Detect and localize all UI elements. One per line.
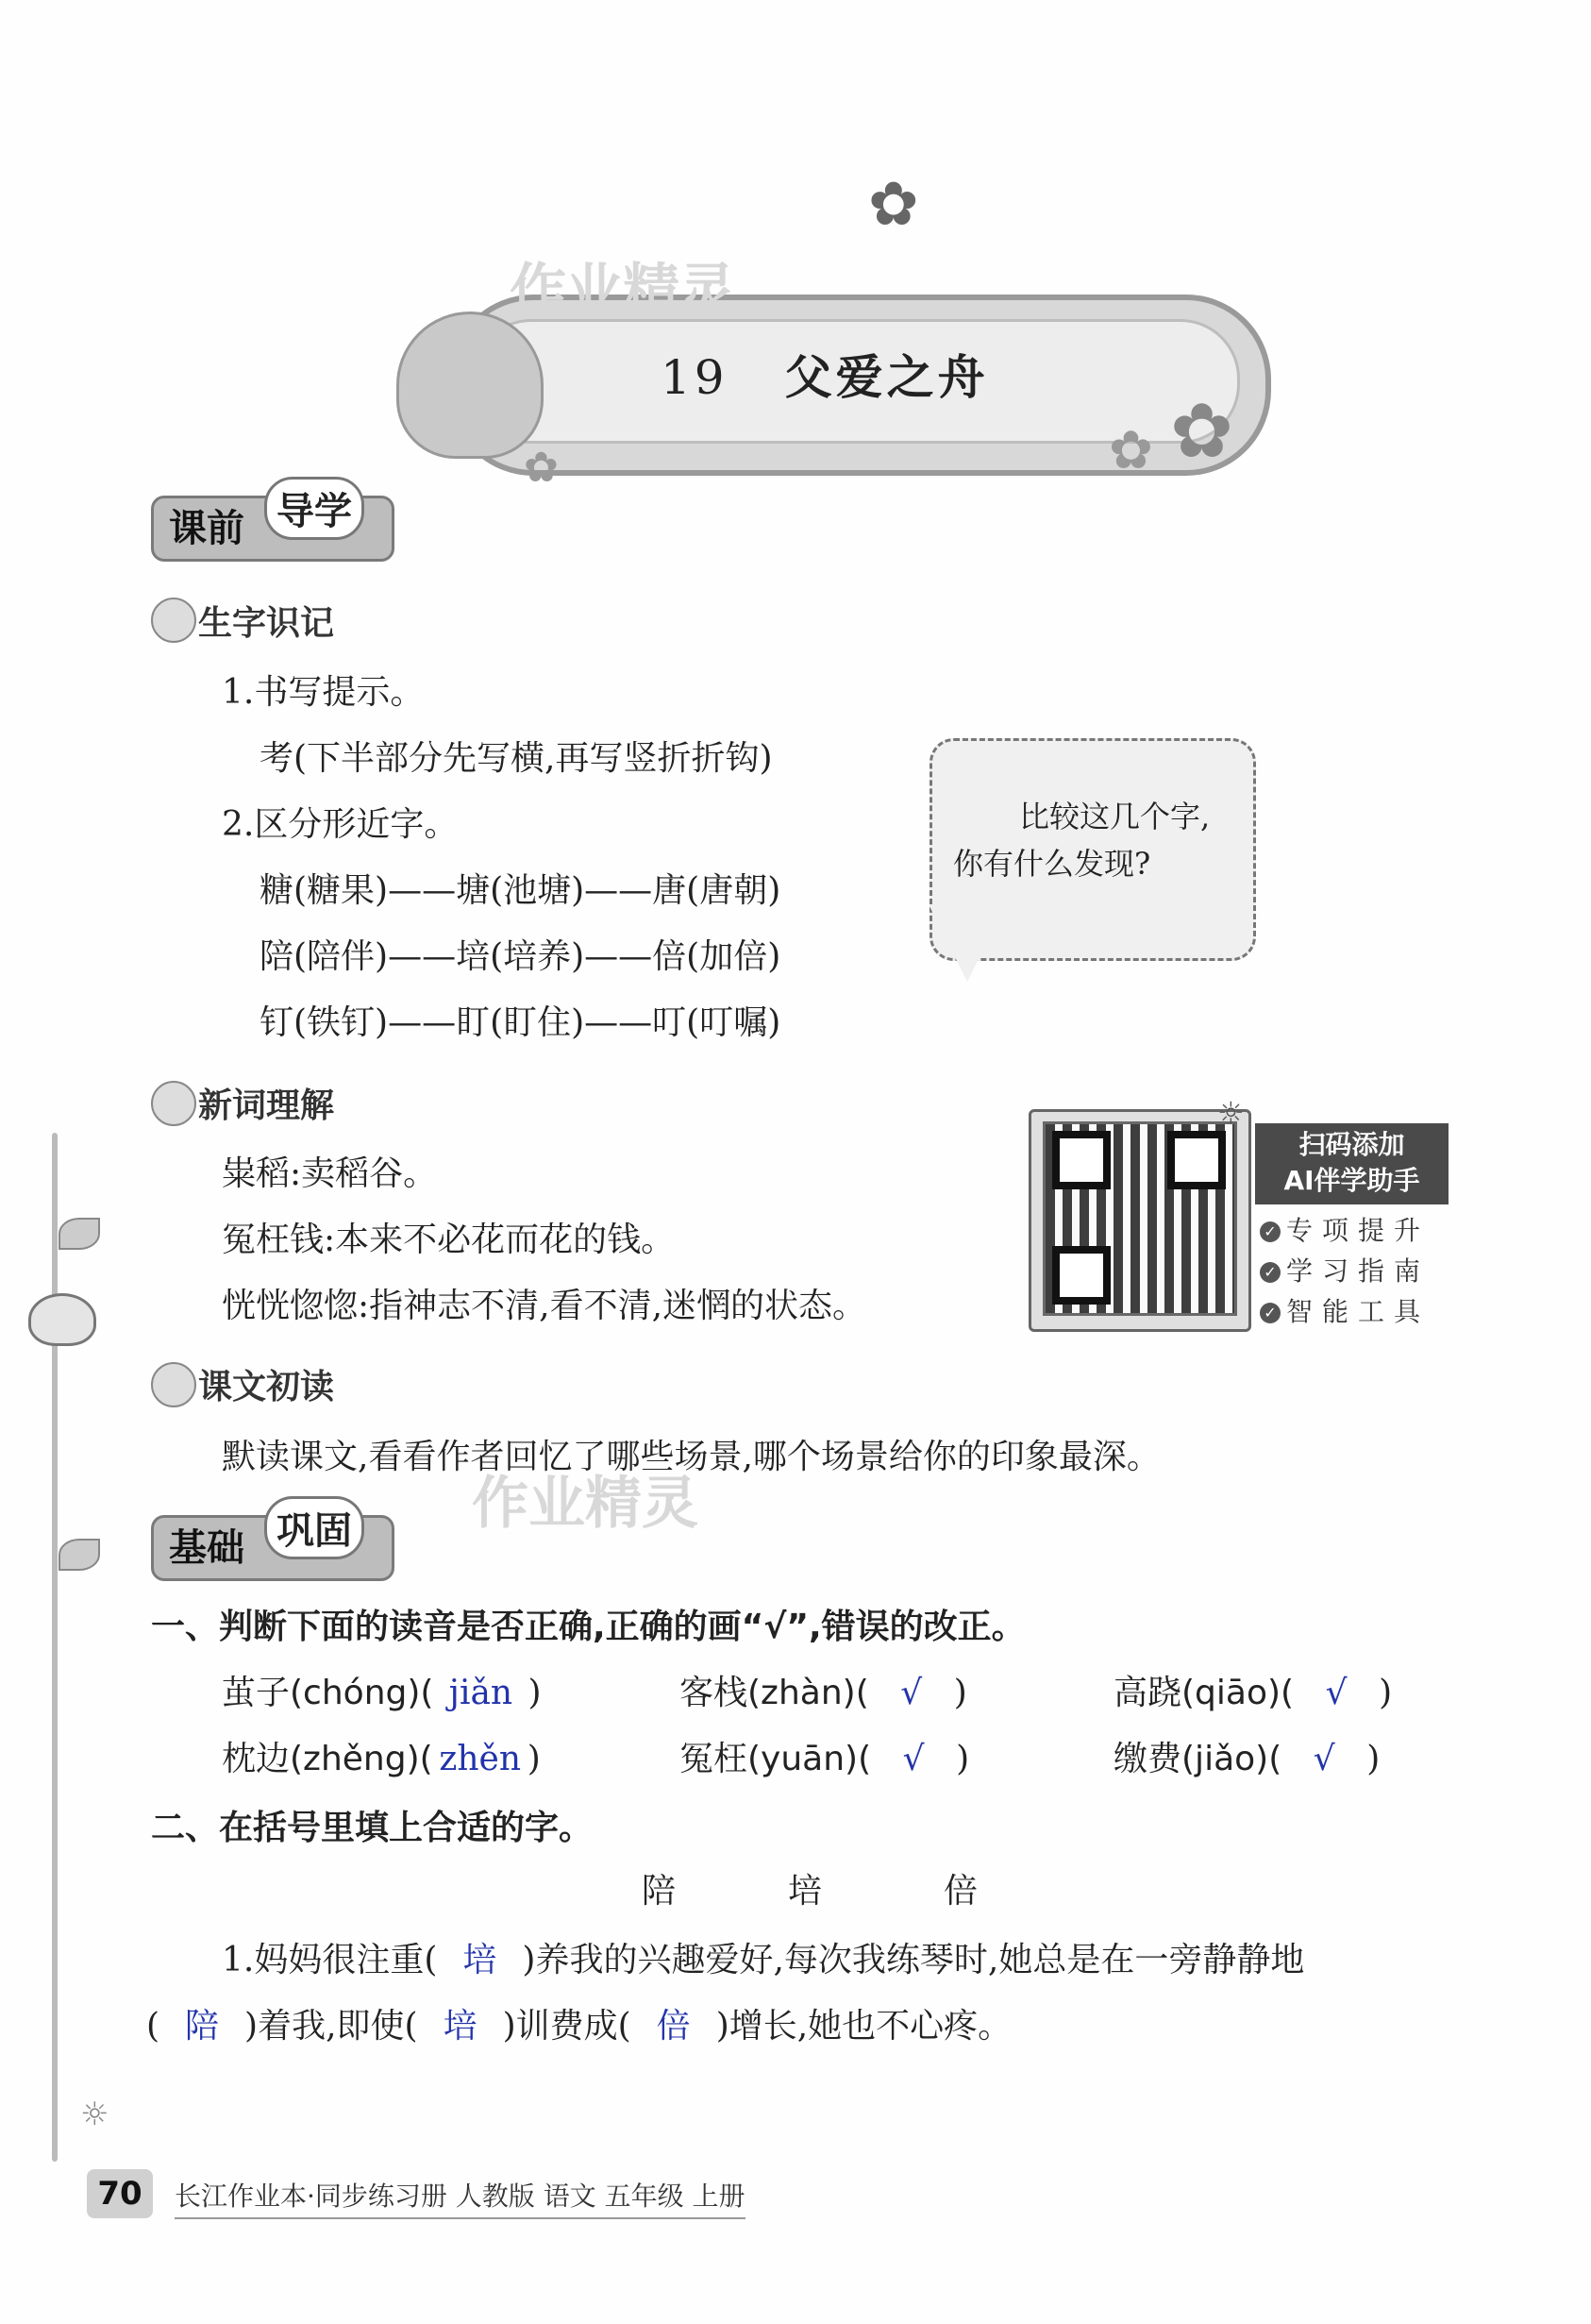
item-answer[interactable]: zhěn	[439, 1740, 522, 1778]
qr-feature-label: 专项提升	[1286, 1215, 1431, 1246]
section-badge-accent	[264, 1496, 364, 1559]
item-pinyin: (zhěng)(	[290, 1740, 433, 1778]
vocab-entry: 粜稻:卖稻谷。	[222, 1154, 438, 1193]
question-1-title: 一、判断下面的读音是否正确,正确的画“√”,错误的改正。	[151, 1608, 1026, 1646]
item-similar-chars: 2.区分形近字。	[222, 805, 459, 844]
check-icon: ✓	[1260, 1262, 1281, 1283]
item-word: 冤枉	[679, 1740, 748, 1778]
item-close: )	[1379, 1674, 1393, 1712]
similar-chars-row: 钉(铁钉)——盯(盯住)——叮(叮嘱)	[260, 1003, 781, 1042]
item-answer[interactable]: jiǎn	[448, 1674, 513, 1712]
page-number: 70	[87, 2169, 153, 2218]
section-badge-label: 基础	[169, 1526, 244, 1570]
item-pinyin: (qiāo)(	[1181, 1674, 1295, 1712]
item-answer[interactable]: √	[1313, 1740, 1335, 1778]
sentence-part: )养我的兴趣爱好,每次我练琴时,她总是在一旁静静地	[522, 1941, 1305, 1979]
leaf-icon	[151, 598, 196, 643]
qr-label-line: 扫码添加	[1298, 1129, 1405, 1160]
pronunciation-item	[679, 1666, 967, 1714]
item-pinyin: (yuān)(	[747, 1740, 872, 1778]
check-icon: ✓	[1260, 1221, 1281, 1242]
qr-corner	[1052, 1246, 1111, 1305]
leaf-decor-icon	[59, 1218, 100, 1250]
lesson-name: 父爱之舟	[784, 349, 989, 405]
qr-feature-label: 学习指南	[1286, 1255, 1431, 1287]
item-close: )	[953, 1674, 967, 1712]
pronunciation-item	[1114, 1666, 1392, 1714]
item-writing-detail: 考(下半部分先写横,再写竖折折钩)	[260, 739, 773, 778]
item-word: 茧子	[222, 1674, 291, 1712]
pronunciation-item	[679, 1732, 969, 1780]
leaf-decor-icon	[59, 1539, 100, 1571]
fill-answer[interactable]: 倍	[656, 2007, 691, 2046]
similar-chars-row: 糖(糖果)——塘(池塘)——唐(唐朝)	[260, 871, 781, 910]
section-badge-label: 课前	[169, 507, 244, 550]
watermark: 作业精灵	[472, 1471, 698, 1537]
pronunciation-item	[222, 1732, 541, 1780]
item-answer[interactable]: √	[902, 1740, 925, 1778]
sub-heading-vocabulary: 新词理解	[198, 1086, 335, 1125]
qr-feature-label: 智能工具	[1286, 1296, 1431, 1327]
section-badge-accent-label: 导学	[276, 490, 352, 533]
fill-answer[interactable]: 培	[443, 2007, 477, 2046]
sentence-part: )着我,即使(	[244, 2007, 418, 2046]
question-2-title: 二、在括号里填上合适的字。	[151, 1809, 594, 1847]
vocab-entry: 冤枉钱:本来不必花而花的钱。	[222, 1221, 676, 1259]
flower-icon: ✿	[524, 444, 559, 492]
item-pinyin: (jiǎo)(	[1181, 1740, 1282, 1778]
item-close: )	[1366, 1740, 1381, 1778]
vine-decoration	[52, 1133, 58, 2162]
fill-answer[interactable]: 培	[462, 1941, 497, 1979]
item-word: 枕边	[222, 1740, 291, 1778]
lightbulb-icon: ☼	[1217, 1095, 1245, 1131]
qr-label-line: AI伴学助手	[1283, 1165, 1420, 1196]
item-answer[interactable]: √	[1325, 1674, 1348, 1712]
qr-label	[1255, 1123, 1449, 1204]
item-close: )	[528, 1674, 542, 1712]
flower-icon: ✿	[1170, 387, 1234, 475]
sub-heading-first-reading: 课文初读	[198, 1368, 335, 1406]
char-option: 陪	[642, 1872, 677, 1911]
fill-sentence-line	[222, 1933, 1304, 1981]
fox-mascot-icon	[396, 312, 544, 459]
watermark: 作业精灵	[510, 258, 736, 324]
section-badge-accent-label: 巩固	[276, 1509, 352, 1553]
sub-heading-characters: 生字识记	[198, 604, 335, 643]
qr-feature	[1260, 1210, 1430, 1248]
qr-feature	[1260, 1251, 1430, 1288]
lesson-title	[661, 340, 989, 408]
similar-chars-row: 陪(陪伴)——培(培养)——倍(加倍)	[260, 937, 781, 976]
leaf-icon	[151, 1362, 196, 1407]
sentence-part: )训费成(	[502, 2007, 631, 2046]
char-option: 倍	[944, 1872, 979, 1911]
item-close: )	[527, 1740, 541, 1778]
check-icon: ✓	[1260, 1303, 1281, 1323]
sentence-part: 1.妈妈很注重(	[222, 1941, 438, 1979]
sentence-part: )增长,她也不心疼。	[715, 2007, 1013, 2046]
item-pinyin: (zhàn)(	[747, 1674, 869, 1712]
leaf-icon	[151, 1081, 196, 1126]
pronunciation-item	[1114, 1732, 1380, 1780]
sun-icon: ☼	[80, 2096, 109, 2133]
flower-icon: ✿	[868, 170, 919, 240]
item-pinyin: (chóng)(	[290, 1674, 434, 1712]
hint-bubble-tail	[929, 906, 1005, 982]
item-word: 客栈	[679, 1674, 748, 1712]
item-close: )	[956, 1740, 970, 1778]
pronunciation-item	[222, 1666, 542, 1714]
qr-feature	[1260, 1291, 1430, 1329]
qr-corner	[1167, 1131, 1226, 1189]
vocab-entry: 恍恍惚惚:指神志不清,看不清,迷惘的状态。	[222, 1287, 867, 1325]
bird-icon	[28, 1293, 96, 1346]
sentence-part: (	[146, 2007, 160, 2046]
section-badge-accent	[264, 477, 364, 540]
flower-icon: ✿	[1109, 420, 1153, 481]
fill-sentence-line	[146, 1999, 1012, 2047]
item-word: 高跷	[1114, 1674, 1182, 1712]
lesson-number: 19	[661, 350, 729, 405]
qr-corner	[1052, 1131, 1111, 1189]
fill-answer[interactable]: 陪	[185, 2007, 220, 2046]
hint-line: 比较这几个字,	[1019, 799, 1211, 834]
char-option: 培	[788, 1872, 823, 1911]
item-word: 缴费	[1114, 1740, 1182, 1778]
reading-task: 默读课文,看看作者回忆了哪些场景,哪个场景给你的印象最深。	[222, 1438, 1161, 1476]
footer-book-info: 长江作业本·同步练习册 人教版 语文 五年级 上册	[175, 2176, 745, 2219]
item-answer[interactable]: √	[900, 1674, 923, 1712]
item-writing-tip: 1.书写提示。	[222, 673, 425, 712]
hint-line: 你有什么发现?	[953, 846, 1151, 882]
